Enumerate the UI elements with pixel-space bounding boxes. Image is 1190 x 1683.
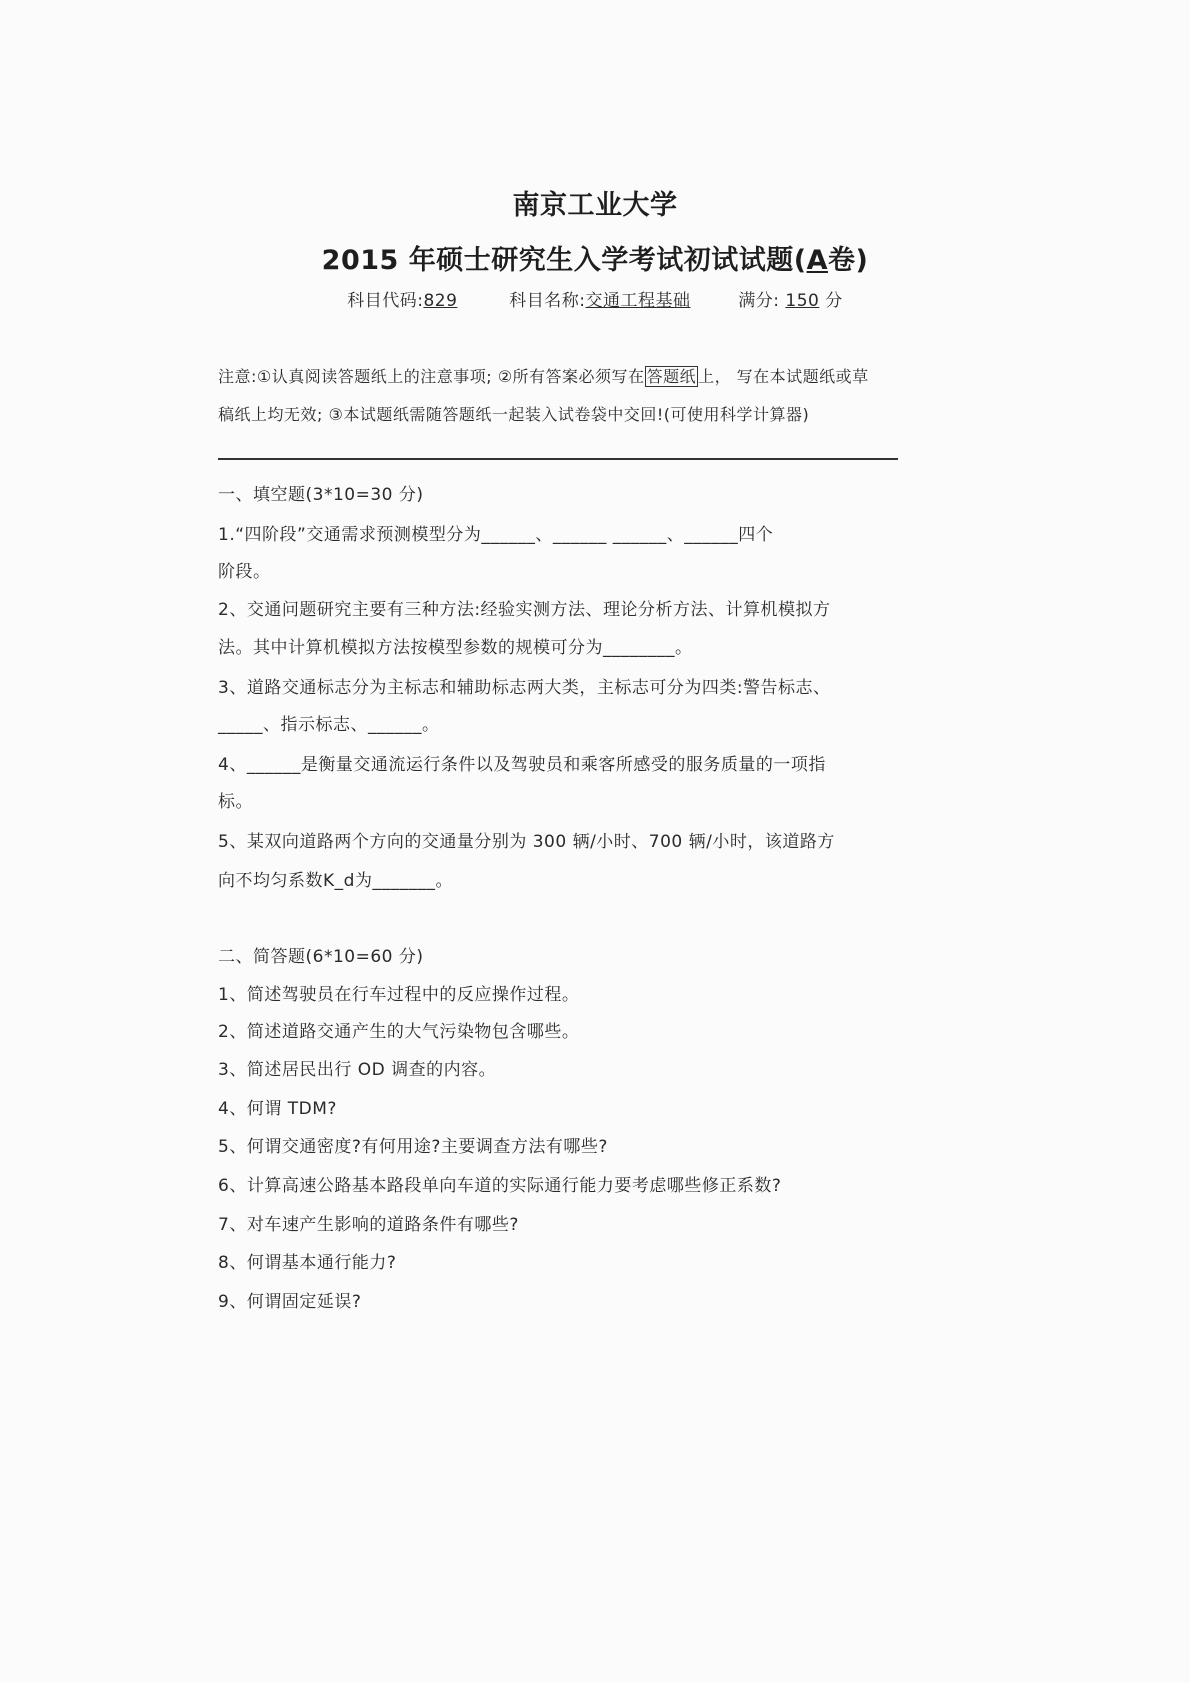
exam-title-suffix: 卷) — [827, 245, 869, 276]
score-value: 150 — [785, 291, 820, 311]
question-item: 2、简述道路交通产生的大气污染物包含哪些。 — [218, 1022, 580, 1042]
question-line: 法。其中计算机模拟方法按模型参数的规模可分为________。 — [218, 638, 693, 658]
question-line: _____、指示标志、______。 — [218, 715, 440, 735]
answer-sheet-boxed: 答题纸 — [646, 367, 697, 386]
question-item: 1、简述驾驶员在行车过程中的反应操作过程。 — [218, 985, 580, 1005]
score-unit: 分 — [825, 291, 843, 311]
question-item: 6、计算高速公路基本路段单向车道的实际通行能力要考虑哪些修正系数? — [218, 1176, 782, 1196]
university-name: 南京工业大学 — [512, 190, 678, 221]
question-line: 5、某双向道路两个方向的交通量分别为 300 辆/小时、700 辆/小时，该道路方 — [218, 832, 835, 852]
code-value: 829 — [423, 291, 458, 311]
exam-title-prefix: 2015 年硕士研究生入学考试初试试题( — [321, 245, 807, 276]
question-line: 标。 — [218, 792, 253, 812]
question-item: 5、何谓交通密度?有何用途?主要调查方法有哪些? — [218, 1137, 608, 1157]
question-line: 阶段。 — [218, 562, 271, 582]
section1-heading: 一、填空题(3*10=30 分) — [218, 485, 424, 505]
code-label: 科目代码: — [347, 291, 424, 311]
question-line: 1.“四阶段”交通需求预测模型分为______、______ ______、______四个 — [218, 525, 774, 545]
subject-info — [0, 286, 1190, 311]
notice-text: 注意:①认真阅读答题纸上的注意事项; ②所有答案必须写在 — [218, 367, 645, 386]
question-line: 2、交通问题研究主要有三种方法:经验实测方法、理论分析方法、计算机模拟方 — [218, 600, 831, 620]
question-item: 8、何谓基本通行能力? — [218, 1253, 397, 1273]
exam-title — [0, 238, 1190, 277]
question-line: 3、道路交通标志分为主标志和辅助标志两大类，主标志可分为四类:警告标志、 — [218, 678, 831, 698]
notice-line-2: 稿纸上均无效; ③本试题纸需随答题纸一起装入试卷袋中交回!(可使用科学计算器) — [218, 405, 810, 424]
paper-label: A — [806, 245, 828, 276]
subject-label: 科目名称: — [509, 291, 586, 311]
subject-value: 交通工程基础 — [585, 291, 691, 311]
question-line: 向不均匀系数K_d为_______。 — [218, 871, 453, 891]
section2-heading: 二、简答题(6*10=60 分) — [218, 947, 424, 967]
notice-line-1 — [218, 364, 869, 387]
question-item: 4、何谓 TDM? — [218, 1099, 337, 1119]
question-item: 7、对车速产生影响的道路条件有哪些? — [218, 1215, 519, 1235]
question-item: 9、何谓固定延误? — [218, 1292, 362, 1312]
divider — [218, 458, 898, 460]
question-line: 4、______是衡量交通流运行条件以及驾驶员和乘客所感受的服务质量的一项指 — [218, 755, 826, 775]
question-item: 3、简述居民出行 OD 调查的内容。 — [218, 1060, 497, 1080]
notice-text: 上， 写在本试题纸或草 — [698, 367, 869, 386]
score-label: 满分: — [738, 291, 780, 311]
